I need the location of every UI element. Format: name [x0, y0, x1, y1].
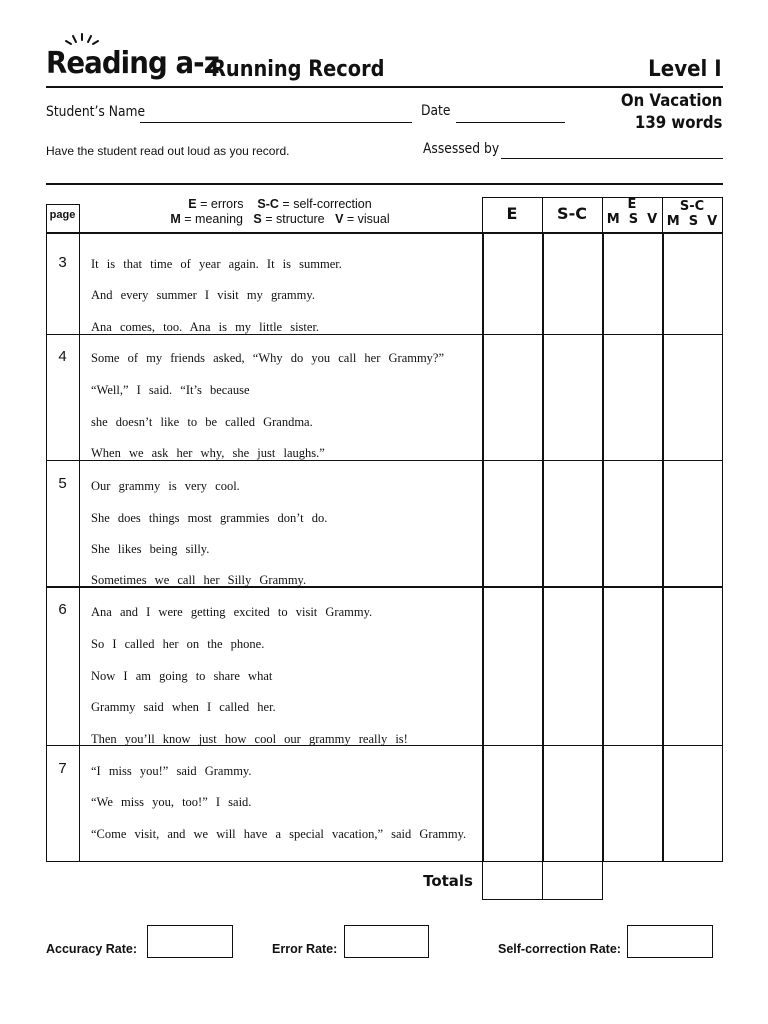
column-divider — [482, 233, 484, 862]
self-correction-msv-top: S-C — [679, 199, 705, 214]
page-number: 6 — [58, 601, 67, 618]
text-line: “We miss you, too!” I said. — [91, 795, 252, 809]
legend-line-2 — [80, 212, 480, 227]
errors-column-header: E — [506, 204, 518, 223]
date-field[interactable] — [456, 122, 565, 123]
table-border — [46, 204, 79, 205]
page-title: Running Record — [211, 57, 385, 82]
text-line: Then you’ll know just how cool our grammy really is! — [91, 732, 408, 746]
column-divider — [602, 233, 604, 862]
level-label: Level I — [648, 57, 722, 82]
totals-label-wrap — [423, 872, 473, 891]
section-divider — [46, 183, 723, 185]
legend-desc: = meaning — [180, 212, 254, 226]
student-name-label: Student’s Name — [46, 104, 146, 120]
table-border — [722, 197, 723, 862]
book-title: On Vacation — [620, 91, 722, 111]
self-correction-msv-column-header — [662, 199, 722, 229]
totals-label: Totals — [423, 872, 473, 890]
text-line: she doesn’t like to be called Grandma. — [91, 415, 313, 429]
header-divider — [46, 86, 723, 88]
text-line: She does things most grammies don’t do. — [91, 511, 328, 525]
errors-msv-column-header — [602, 197, 662, 227]
legend-key: V — [335, 212, 344, 226]
legend-key: S-C — [257, 197, 279, 211]
reading-az-logo — [46, 36, 219, 82]
text-line: “I miss you!” said Grammy. — [91, 764, 252, 778]
page-number: 7 — [58, 760, 67, 777]
text-line: So I called her on the phone. — [91, 637, 265, 651]
page-number: 3 — [58, 254, 67, 271]
page-number: 4 — [58, 348, 67, 365]
word-count: 139 words — [634, 113, 722, 133]
text-line: Grammy said when I called her. — [91, 700, 276, 714]
text-line: She likes being silly. — [91, 542, 210, 556]
accuracy-rate-label: Accuracy Rate: — [46, 942, 138, 956]
text-line: Ana and I were getting excited to visit Grammy. — [91, 605, 373, 619]
student-name-field[interactable] — [140, 122, 412, 123]
date-label: Date — [421, 103, 451, 119]
logo-text: Reading a-z — [46, 46, 219, 81]
text-line: Our grammy is very cool. — [91, 479, 240, 493]
table-border — [46, 861, 723, 862]
legend-desc: = errors — [196, 197, 258, 211]
assessed-by-label: Assessed by — [423, 141, 500, 157]
legend-key: M — [170, 212, 181, 226]
running-record-table — [46, 197, 723, 862]
book-info — [620, 90, 722, 134]
self-correction-rate-label: Self-correction Rate: — [498, 942, 621, 956]
legend — [80, 197, 480, 227]
error-rate-box[interactable] — [344, 925, 429, 958]
errors-msv-bottom: M S V — [606, 212, 658, 227]
text-line: And every summer I visit my grammy. — [91, 288, 315, 302]
legend-line-1 — [80, 197, 480, 212]
error-rate-label: Error Rate: — [272, 942, 338, 956]
text-line: “Come visit, and we will have a special vacation,” said Grammy. — [91, 827, 467, 841]
self-correction-rate-box[interactable] — [627, 925, 713, 958]
legend-desc: = structure — [261, 212, 336, 226]
text-line: Now I am going to share what — [91, 669, 273, 683]
self-correction-column-header: S-C — [557, 204, 587, 223]
column-divider — [662, 233, 664, 862]
text-line: It is that time of year again. It is summer. — [91, 257, 342, 271]
column-divider — [542, 233, 544, 862]
accuracy-rate-box[interactable] — [147, 925, 233, 958]
page-number: 5 — [58, 475, 67, 492]
totals-errors-box[interactable] — [482, 861, 543, 900]
header-bottom-border — [46, 232, 723, 234]
text-line: Sometimes we call her Silly Grammy. — [91, 573, 307, 587]
legend-key: E — [188, 197, 197, 211]
instruction-text: Have the student read out loud as you record. — [46, 144, 290, 158]
text-line: When we ask her why, she just laughs.” — [91, 446, 325, 460]
page-column-border — [79, 204, 80, 862]
text-line: Ana comes, too. Ana is my little sister. — [91, 320, 320, 334]
assessed-by-field[interactable] — [501, 158, 723, 159]
legend-desc: = visual — [343, 212, 390, 226]
page-column-header: page — [49, 209, 76, 221]
text-line: Some of my friends asked, “Why do you call her Grammy?” — [91, 351, 445, 365]
text-line: “Well,” I said. “It’s because — [91, 383, 250, 397]
legend-key: S — [253, 212, 262, 226]
errors-msv-top: E — [627, 197, 637, 212]
legend-desc: = self-correction — [278, 197, 372, 211]
self-correction-msv-bottom: M S V — [666, 214, 718, 229]
totals-self-correction-box[interactable] — [542, 861, 603, 900]
